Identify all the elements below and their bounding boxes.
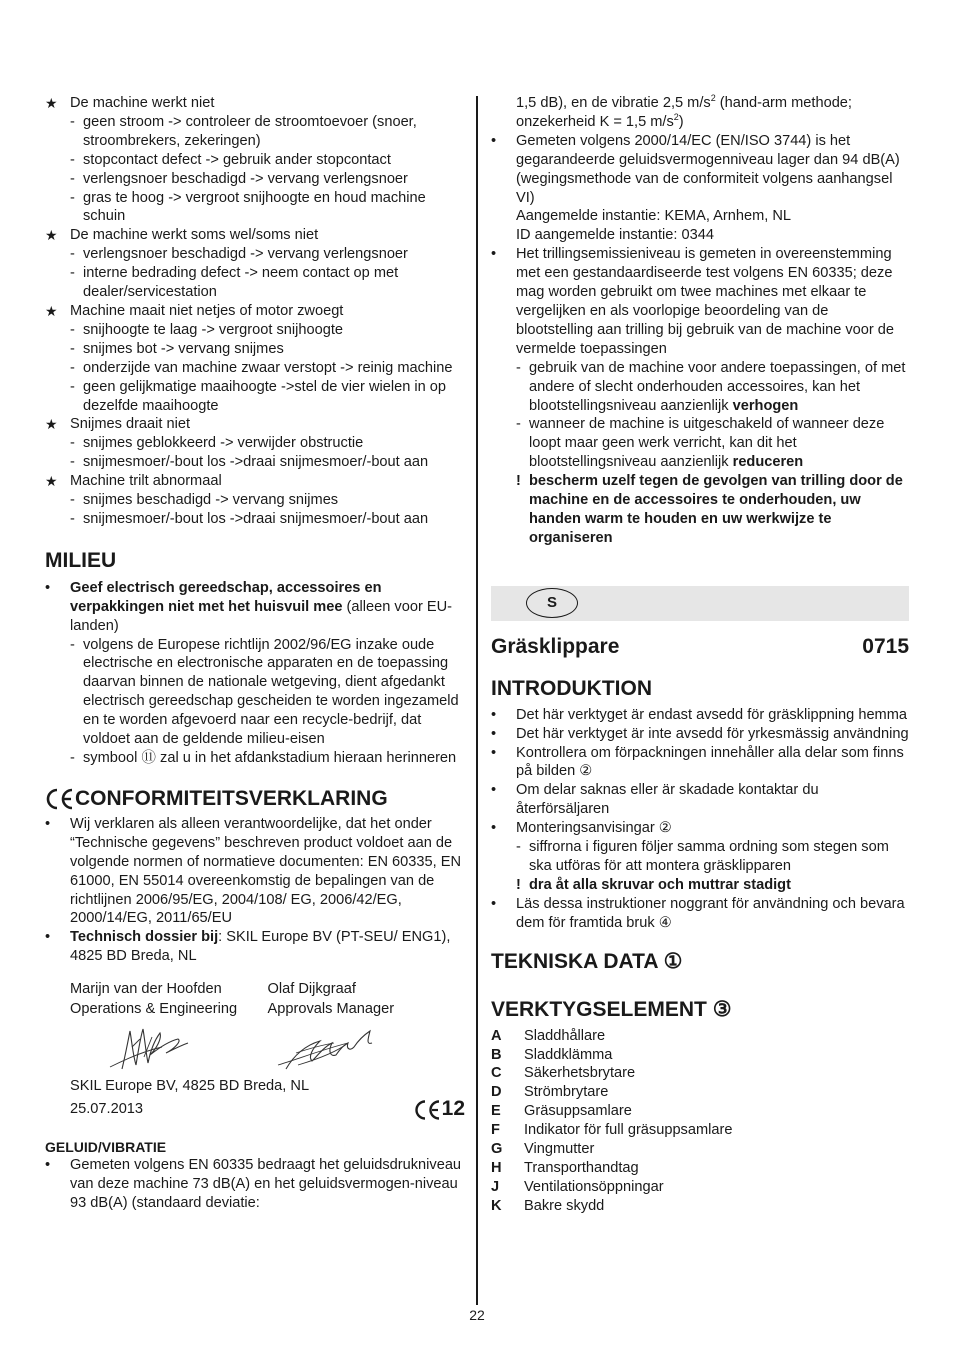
ce-mark-icon [414,1100,442,1120]
element-label: Bakre skydd [524,1197,605,1214]
troubleshooting-list [45,94,465,529]
trouble-item: - snijmes geblokkeerd -> verwijder obstructie [45,434,465,453]
product-title-row [491,634,909,660]
ce-mark-icon [45,788,75,810]
page-number: 22 [469,1307,485,1323]
trouble-title: ★ Machine maait niet netjes of motor zwoegt [45,302,465,321]
intro-list [491,706,909,838]
trouble-item: - snijmes beschadigd -> vervang snijmes [45,491,465,510]
element-row [491,1159,909,1178]
date-row [45,1097,465,1121]
element-key: J [491,1178,500,1195]
vibration-sub-2: - wanneer de machine is uitgeschakeld of wanneer deze loopt maar geen werk verricht, kan dit het blootstellingsniveau aanzienlijk reduceren [491,415,909,472]
element-key: A [491,1027,502,1044]
intro-sub: - siffrorna i figuren följer samma ordning som stegen som ska utföras för att montera gräsklipparen [491,838,909,876]
trouble-item: - gras te hoog -> vergroot snijhoogte en houd machine schuin [45,189,465,227]
ce-mark-year: 12 [414,1100,465,1120]
conformity-bullet-1: • Wij verklaren als alleen verantwoordelijke, dat het onder “Technische gegevens” beschreven product voldoet aan de volgende normen of normatieve documenten: EN 60335, EN 61000, EN 55014 overeenkomstig de bepalingen van de richtlijnen 2006/95/EG, 2004/108/ EG, 2006/42/EG, 2000/14/EG, 2011/65/EU [45,815,465,928]
column-divider [476,96,478,1305]
element-label: Säkerhetsbrytare [524,1065,636,1082]
vibration-continued: 1,5 dB), en de vibratie 2,5 $m/s^2$ (hand-arm methode; onzekerheid K = 1,5 $m/s^2$) [516,93,852,130]
trouble-title: ★ De machine werkt soms wel/soms niet [45,226,465,245]
conformity-bullet-2: • Technisch dossier bij: SKIL Europe BV (PT-SEU/ ENG1), 4825 BD Breda, NL [45,928,465,966]
trouble-item: - geen gelijkmatige maaihoogte ->stel de vier wielen in op dezelfde maaihoogte [45,378,465,416]
element-row [491,1064,909,1083]
notified-body-id: ID aangemelde instantie: 0344 [516,227,714,244]
product-code: 0715 [862,634,909,658]
element-row [491,1102,909,1121]
element-row [491,1197,909,1216]
element-label: Indikator för full gräsuppsamlare [524,1122,733,1139]
signatory-1-name: Marijn van der Hoofden [70,981,222,998]
trouble-item: - snijhoogte te laag -> vergroot snijhoogte [45,321,465,340]
element-key: B [491,1046,502,1063]
notified-body: Aangemelde instantie: KEMA, Arnhem, NL [516,208,791,225]
intro-warning: ! dra åt alla skruvar och muttrar stadigt [491,876,909,895]
trouble-title: ★ De machine werkt niet [45,94,465,113]
element-label: Sladdklämma [524,1046,613,1063]
element-label: Gräsuppsamlare [524,1103,632,1120]
element-row [491,1178,909,1197]
milieu-dash-1: - volgens de Europese richtlijn 2002/96/EG inzake oude electrische en electronische apparaten en de toepassing daarvan binnen de nationale wetgeving, dient afgedankt electrisch gereedschap gescheiden te worden ingezameld en te worden afgevoerd naar een recycle-bedrijf, dat voldoet aan de geldende milieu-eisen [45,636,465,749]
element-row [491,1046,909,1065]
vibration-warning: ! bescherm uzelf tegen de gevolgen van trilling door de machine en de accessoires te onderhouden, uw handen warm te houden en uw werkwijze te organiseren [491,472,909,548]
signatory-1-role: Operations & Engineering [70,1001,238,1018]
company-address: SKIL Europe BV, 4825 BD Breda, NL [70,1077,310,1094]
element-key: C [491,1065,502,1082]
trouble-item: - onderzijde van machine zwaar verstopt -> reinig machine [45,359,465,378]
intro-bullet: • Monteringsanvisingar ② [491,819,909,838]
left-column [45,94,465,1213]
signatories [45,980,465,1019]
signature-images [45,1019,465,1077]
language-banner [491,586,909,621]
conformity-heading: CONFORMITEITSVERKLARING [45,786,465,812]
element-label: Transporthandtag [524,1159,639,1176]
trouble-item: - interne bedrading defect -> neem contact op met dealer/servicestation [45,264,465,302]
right-column [491,94,909,1216]
trouble-item: - geen stroom -> controleer de stroomtoevoer (snoer, stroombrekers, zekeringen) [45,113,465,151]
signature-1 [70,1019,190,1075]
trouble-item: - stopcontact defect -> gebruik ander stopcontact [45,151,465,170]
vibration-bullet-3: • Het trillingsemissieniveau is gemeten in overeenstemming met een gestandaardiseerde test volgens EN 60335; deze mag worden gebruikt om twee machines met elkaar te vergelijken en als voorlopige beoordeling van de blootstelling aan trilling bij gebruik van de machine voor de vermelde toepassingen [491,245,909,358]
noise-bullet-2: • Gemeten volgens 2000/14/EC (EN/ISO 3744) is het gegarandeerde geluidsvermogenniveau lager dan 94 dB(A) (wegingsmethode van de conformiteit volgens aanhangsel VI) [491,132,909,208]
intro-bullet: • Kontrollera om förpackningen innehåller alla delar som finns på bilden ② [491,744,909,782]
milieu-bullet: • Geef electrisch gereedschap, accessoires en verpakkingen niet met het huisvuil mee (alleen voor EU-landen) [45,579,465,636]
element-key: K [491,1197,502,1214]
element-label: Vingmutter [524,1141,595,1158]
trouble-title: ★ Snijmes draait niet [45,415,465,434]
product-title: Gräsklippare [491,634,620,658]
element-key: F [491,1122,500,1139]
tech-heading: TEKNISKA DATA ① [491,949,683,973]
trouble-title: ★ Machine trilt abnormaal [45,472,465,491]
milieu-heading: MILIEU [45,548,117,572]
intro-bullet: • Det här verktyget är endast avsedd för gräsklippning hemma [491,706,909,725]
intro-last: • Läs dessa instruktioner noggrant för användning och bevara dem för framtida bruk ④ [491,895,909,933]
element-row [491,1083,909,1102]
trouble-item: - snijmesmoer/-bout los ->draai snijmesmoer/-bout aan [45,453,465,472]
geluid-bullet-1: • Gemeten volgens EN 60335 bedraagt het geluidsdrukniveau van deze machine 73 dB(A) en het geluidsvermogen-niveau 93 dB(A) (standaard deviatie: [45,1156,465,1213]
vibration-sub-1: - gebruik van de machine voor andere toepassingen, of met andere of slecht onderhouden accessoires, kan het blootstellingsniveau aanzienlijk verhogen [491,359,909,416]
milieu-dash-2: - symbool ⑪ zal u in het afdankstadium hieraan herinneren [45,749,465,768]
element-key: G [491,1141,503,1158]
signatory-2-role: Approvals Manager [267,1001,395,1018]
element-key: H [491,1159,502,1176]
elements-list [491,1027,909,1216]
intro-bullet: • Om delar saknas eller är skadade kontaktar du återförsäljaren [491,781,909,819]
element-label: Ventilationsöppningar [524,1178,664,1195]
geluid-heading: GELUID/VIBRATIE [45,1138,167,1155]
intro-heading: INTRODUKTION [491,676,652,700]
signatory-2-name: Olaf Dijkgraaf [267,981,356,998]
element-label: Sladdhållare [524,1027,606,1044]
element-row [491,1140,909,1159]
trouble-item: - snijmes bot -> vervang snijmes [45,340,465,359]
element-row [491,1027,909,1046]
trouble-item: - verlengsnoer beschadigd -> vervang verlengsnoer [45,245,465,264]
trouble-item: - snijmesmoer/-bout los ->draai snijmesmoer/-bout aan [45,510,465,529]
trouble-item: - verlengsnoer beschadigd -> vervang verlengsnoer [45,170,465,189]
signature-2 [268,1019,378,1075]
element-row [491,1121,909,1140]
element-key: E [491,1103,501,1120]
intro-bullet: • Det här verktyget är inte avsedd för yrkesmässig användning [491,725,909,744]
elements-heading: VERKTYGSELEMENT ③ [491,997,732,1021]
element-key: D [491,1084,502,1101]
declaration-date: 25.07.2013 [70,1101,144,1118]
language-badge: S [526,588,578,618]
element-label: Strömbrytare [524,1084,609,1101]
